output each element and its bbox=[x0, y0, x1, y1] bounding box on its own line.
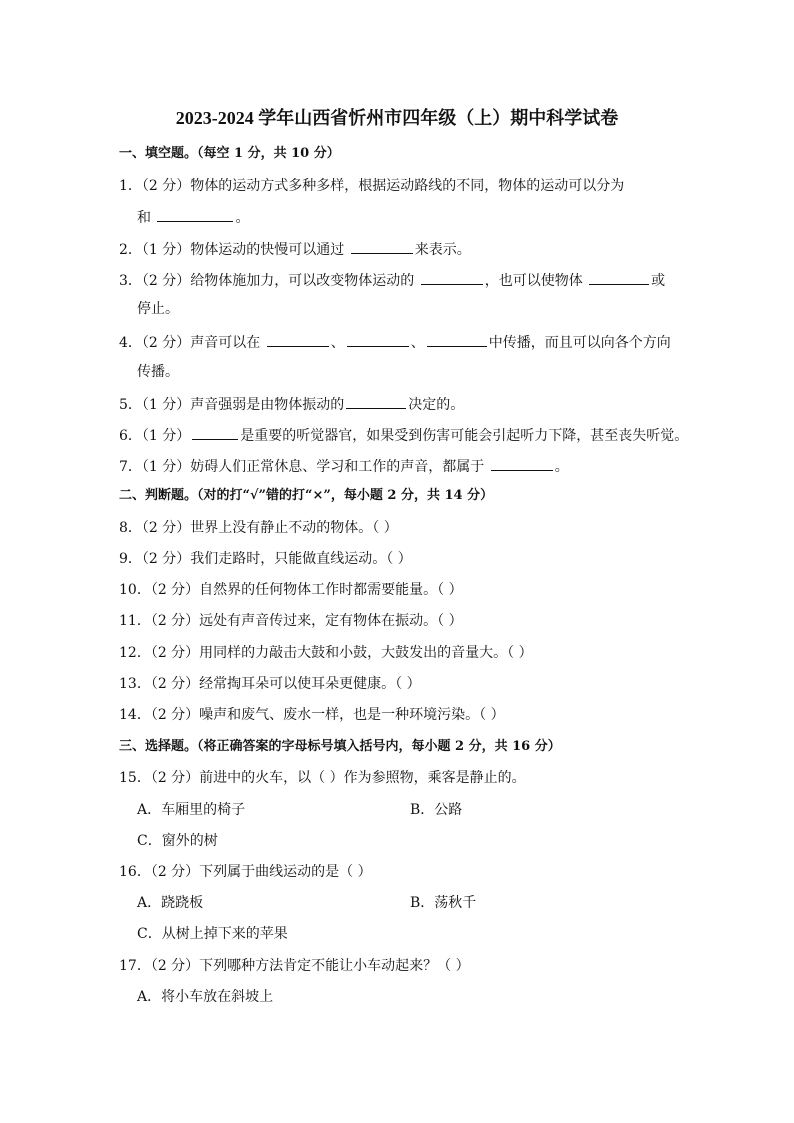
question-text: 6．（1 分） bbox=[119, 428, 191, 444]
option-b[interactable]: B．荡秋千 bbox=[410, 895, 477, 911]
question-1-cont bbox=[137, 206, 249, 228]
question-text: 、 bbox=[410, 335, 425, 351]
question-15: 15．（2 分）前进中的火车，以（ ）作为参照物，乘客是静止的。 bbox=[119, 770, 526, 786]
question-2 bbox=[119, 238, 471, 260]
question-text: 3．（2 分）给物体施加力，可以改变物体运动的 bbox=[119, 273, 415, 289]
page-title: 2023-2024 学年山西省忻州市四年级（上）期中科学试卷 bbox=[175, 108, 619, 128]
option-c[interactable]: C．窗外的树 bbox=[137, 833, 218, 849]
question-text: 4．（2 分）声音可以在 bbox=[119, 335, 261, 351]
option-a[interactable]: A．车厢里的椅子 bbox=[137, 802, 246, 818]
question-9: 9．（2 分）我们走路时，只能做直线运动。（ ） bbox=[119, 551, 412, 567]
section-fill-blank-heading: 一、填空题。（每空 1 分，共 10 分） bbox=[119, 146, 340, 161]
question-8: 8．（2 分）世界上没有静止不动的物体。（ ） bbox=[119, 520, 398, 536]
option-b[interactable]: B．公路 bbox=[410, 802, 463, 818]
question-16: 16．（2 分）下列属于曲线运动的是（ ） bbox=[119, 864, 372, 880]
question-text: 、 bbox=[330, 335, 345, 351]
question-5 bbox=[119, 393, 464, 415]
question-text: 中传播，而且可以向各个方向 bbox=[488, 335, 671, 351]
section-true-false-heading: 二、判断题。（对的打“√”错的打“×”，每小题 2 分，共 14 分） bbox=[119, 488, 494, 503]
question-7 bbox=[119, 455, 569, 477]
question-1 bbox=[119, 176, 624, 196]
section-multiple-choice-heading: 三、选择题。（将正确答案的字母标号填入括号内，每小题 2 分，共 16 分） bbox=[119, 739, 561, 754]
question-17: 17．（2 分）下列哪种方法肯定不能让小车动起来？（ ） bbox=[119, 958, 470, 974]
question-13: 13．（2 分）经常掏耳朵可以使耳朵更健康。（ ） bbox=[119, 676, 421, 692]
answer-blank[interactable] bbox=[157, 206, 233, 222]
answer-blank[interactable] bbox=[347, 331, 409, 347]
question-text: 停止。 bbox=[137, 301, 179, 317]
question-text: ，也可以使物体 bbox=[484, 273, 583, 289]
question-text: 5．（1 分）声音强弱是由物体振动的 bbox=[119, 397, 345, 413]
answer-blank[interactable] bbox=[421, 269, 483, 285]
question-12: 12．（2 分）用同样的力敲击大鼓和小鼓，大鼓发出的音量大。（ ） bbox=[119, 645, 533, 661]
question-text: 7．（1 分）妨碍人们正常休息、学习和工作的声音，都属于 bbox=[119, 459, 485, 475]
question-11: 11．（2 分）远处有声音传过来，定有物体在振动。（ ） bbox=[119, 613, 463, 629]
question-text: 1．（2 分）物体的运动方式多种多样，根据运动路线的不同，物体的运动可以分为 bbox=[119, 178, 625, 194]
question-14: 14．（2 分）噪声和废气、废水一样，也是一种环境污染。（ ） bbox=[119, 707, 505, 723]
question-text: 来表示。 bbox=[414, 242, 471, 258]
option-c[interactable]: C．从树上掉下来的苹果 bbox=[137, 926, 288, 942]
answer-blank[interactable] bbox=[267, 331, 329, 347]
question-4 bbox=[119, 331, 671, 353]
answer-blank[interactable] bbox=[192, 424, 238, 440]
answer-blank[interactable] bbox=[427, 331, 487, 347]
question-text: 决定的。 bbox=[408, 397, 465, 413]
question-text: 或 bbox=[651, 273, 666, 289]
question-6 bbox=[119, 424, 688, 446]
question-text: 2．（1 分）物体运动的快慢可以通过 bbox=[119, 242, 345, 258]
answer-blank[interactable] bbox=[351, 238, 413, 254]
question-10: 10．（2 分）自然界的任何物体工作时都需要能量。（ ） bbox=[119, 582, 463, 598]
answer-blank[interactable] bbox=[491, 455, 553, 471]
question-text: 。 bbox=[554, 459, 569, 475]
answer-blank[interactable] bbox=[589, 269, 649, 285]
question-text: 传播。 bbox=[137, 364, 179, 380]
question-4-cont bbox=[137, 362, 179, 382]
question-3-cont bbox=[137, 299, 179, 319]
option-a[interactable]: A．跷跷板 bbox=[137, 895, 204, 911]
option-a[interactable]: A．将小车放在斜坡上 bbox=[137, 989, 274, 1005]
question-text: 是重要的听觉器官，如果受到伤害可能会引起听力下降，甚至丧失听觉。 bbox=[240, 428, 689, 444]
question-3 bbox=[119, 269, 665, 291]
question-text: 和 bbox=[137, 210, 151, 226]
question-text: 。 bbox=[235, 210, 250, 226]
answer-blank[interactable] bbox=[346, 393, 406, 409]
